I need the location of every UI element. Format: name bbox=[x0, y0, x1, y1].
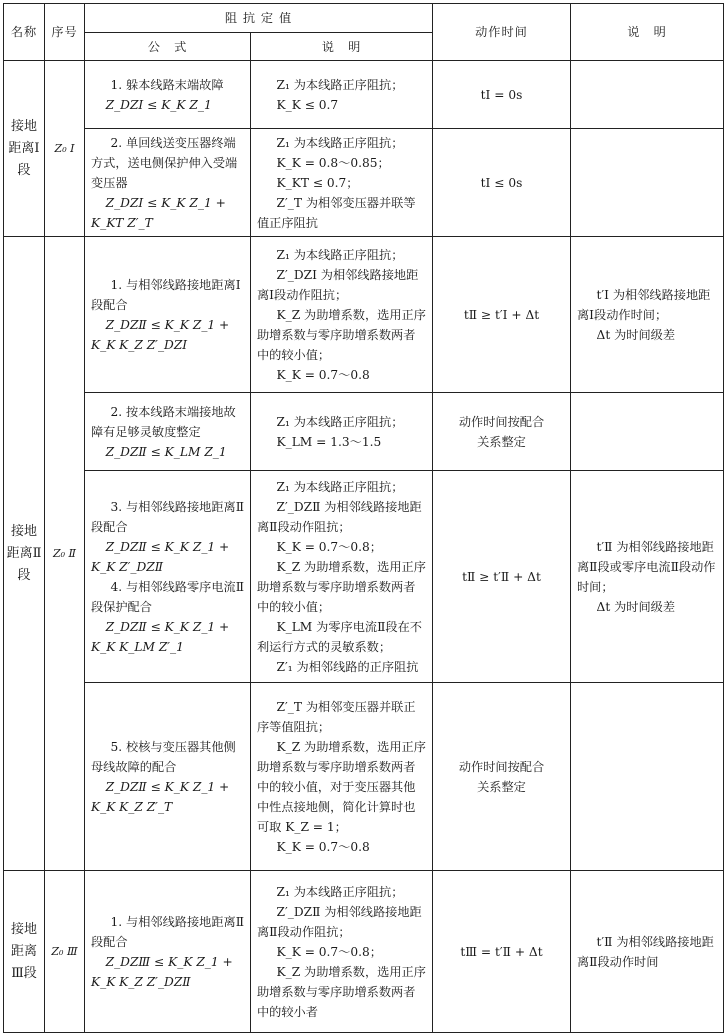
zone3-name: 接地距离Ⅲ段 bbox=[4, 871, 45, 1033]
zone1-name: 接地距离Ⅰ段 bbox=[4, 61, 45, 237]
formula-equation: Z_DZⅡ ≤ K_K Z_1 + K_K K_Z Z′_DZⅠ bbox=[91, 317, 230, 352]
formula-cell bbox=[85, 393, 251, 471]
header-name: 名称 bbox=[4, 4, 45, 61]
formula-cell bbox=[85, 683, 251, 871]
note-cell bbox=[571, 237, 724, 393]
formula-cell bbox=[85, 61, 251, 129]
explain-line: K_K = 0.7～0.8 bbox=[276, 839, 370, 854]
explain-line: Z′_T 为相邻变压器并联正序等值阻抗； bbox=[257, 699, 416, 734]
formula-text: 1. 与相邻线路接地距离Ⅰ段配合 bbox=[91, 277, 241, 312]
zone1-seq: Z₀ Ⅰ bbox=[45, 61, 85, 237]
time-cell: tⅢ = t′Ⅱ + Δt bbox=[433, 871, 571, 1033]
explain-line: Z₁ 为本线路正序阻抗； bbox=[276, 884, 404, 899]
note-line: Δt 为时间级差 bbox=[596, 599, 676, 614]
explain-line: Z₁ 为本线路正序阻抗； bbox=[276, 135, 404, 150]
formula-cell bbox=[85, 471, 251, 683]
note-line: Δt 为时间级差 bbox=[596, 327, 676, 342]
explain-line: Z₁ 为本线路正序阻抗； bbox=[276, 247, 404, 262]
table-row bbox=[4, 237, 724, 393]
explain-line: K_LM 为零序电流Ⅱ段在不利运行方式的灵敏系数； bbox=[257, 619, 422, 654]
header-row bbox=[4, 4, 724, 33]
formula-equation: Z_DZⅢ ≤ K_K Z_1 + K_K K_Z Z′_DZⅡ bbox=[91, 954, 233, 989]
explain-line: Z′_DZⅡ 为相邻线路接地距离Ⅱ段动作阻抗； bbox=[257, 904, 422, 939]
header-seq: 序号 bbox=[45, 4, 85, 61]
zone3-seq: Z₀ Ⅲ bbox=[45, 871, 85, 1033]
formula-equation: Z_DZⅡ ≤ K_K Z_1 + K_K K_Z Z′_T bbox=[91, 779, 230, 814]
table-row bbox=[4, 683, 724, 871]
explain-line: K_K = 0.7～0.8； bbox=[276, 539, 382, 554]
explain-line: K_K = 0.7～0.8； bbox=[276, 944, 382, 959]
formula-text: 5. 校核与变压器其他侧母线故障的配合 bbox=[91, 739, 236, 774]
explain-line: Z₁ 为本线路正序阻抗； bbox=[276, 479, 404, 494]
table-row bbox=[4, 61, 724, 129]
time-cell: tⅠ = 0s bbox=[433, 61, 571, 129]
formula-cell bbox=[85, 871, 251, 1033]
note-cell bbox=[571, 871, 724, 1033]
explain-cell bbox=[251, 237, 433, 393]
table-row bbox=[4, 393, 724, 471]
formula-text: 2. 单回线送变压器终端方式，送电侧保护伸入受端变压器 bbox=[91, 135, 238, 190]
note-line: t′Ⅰ 为相邻线路接地距离Ⅰ段动作时间； bbox=[577, 287, 711, 322]
header-note: 说 明 bbox=[571, 4, 724, 61]
time-cell: tⅠ ≤ 0s bbox=[433, 129, 571, 237]
note-line: t′Ⅱ 为相邻线路接地距离Ⅱ段或零序电流Ⅱ段动作时间； bbox=[577, 539, 716, 594]
formula-text: 1. 躲本线路末端故障 bbox=[110, 77, 224, 92]
formula-equation: Z_DZⅡ ≤ K_K Z_1 + K_K K_LM Z′_1 bbox=[91, 619, 230, 654]
time-cell: 动作时间按配合关系整定 bbox=[433, 393, 571, 471]
formula-equation: Z_DZⅠ ≤ K_K Z_1 + K_KT Z′_T bbox=[91, 195, 226, 230]
explain-cell bbox=[251, 393, 433, 471]
formula-text: 3. 与相邻线路接地距离Ⅱ段配合 bbox=[91, 499, 244, 534]
note-cell bbox=[571, 683, 724, 871]
explain-line: K_K = 0.8～0.85； bbox=[276, 155, 390, 170]
explain-line: K_Z 为助增系数，选用正序助增系数与零序助增系数两者中的较小者 bbox=[257, 964, 426, 1019]
zone2-seq: Z₀ Ⅱ bbox=[45, 237, 85, 871]
header-formula: 公 式 bbox=[85, 33, 251, 61]
table-row bbox=[4, 871, 724, 1033]
explain-line: Z′_DZⅠ 为相邻线路接地距离Ⅰ段动作阻抗； bbox=[257, 267, 419, 302]
formula-cell bbox=[85, 129, 251, 237]
note-cell bbox=[571, 393, 724, 471]
explain-line: K_Z 为助增系数，选用正序助增系数与零序助增系数两者中的较小值； bbox=[257, 307, 426, 362]
explain-line: K_KT ≤ 0.7； bbox=[276, 175, 359, 190]
zone2-name: 接地距离Ⅱ段 bbox=[4, 237, 45, 871]
formula-cell bbox=[85, 237, 251, 393]
time-cell: 动作时间按配合关系整定 bbox=[433, 683, 571, 871]
explain-line: K_LM = 1.3～1.5 bbox=[276, 434, 382, 449]
header-explain: 说 明 bbox=[251, 33, 433, 61]
note-cell bbox=[571, 61, 724, 129]
note-line: t′Ⅱ 为相邻线路接地距离Ⅱ段动作时间 bbox=[577, 934, 714, 969]
note-cell bbox=[571, 129, 724, 237]
note-cell bbox=[571, 471, 724, 683]
explain-line: K_K ≤ 0.7 bbox=[276, 97, 339, 112]
formula-text: 2. 按本线路末端接地故障有足够灵敏度整定 bbox=[91, 404, 236, 439]
explain-line: K_Z 为助增系数，选用正序助增系数与零序助增系数两者中的较小值，对于变压器其他中性点接地侧，简化计算时也可取 K_Z = 1； bbox=[257, 739, 426, 834]
table-row bbox=[4, 129, 724, 237]
explain-line: Z′₁ 为相邻线路的正序阻抗 bbox=[276, 659, 419, 674]
formula-text: 1. 与相邻线路接地距离Ⅱ段配合 bbox=[91, 914, 244, 949]
time-cell: tⅡ ≥ t′Ⅰ + Δt bbox=[433, 237, 571, 393]
explain-line: Z′_DZⅡ 为相邻线路接地距离Ⅱ段动作阻抗； bbox=[257, 499, 422, 534]
formula-equation: Z_DZⅡ ≤ K_K Z_1 + K_K Z′_DZⅡ bbox=[91, 539, 230, 574]
explain-line: K_Z 为助增系数，选用正序助增系数与零序助增系数两者中的较小值； bbox=[257, 559, 426, 614]
setting-table bbox=[3, 3, 724, 1033]
explain-line: Z₁ 为本线路正序阻抗； bbox=[276, 77, 404, 92]
header-impedance: 阻 抗 定 值 bbox=[85, 4, 433, 33]
explain-cell bbox=[251, 129, 433, 237]
explain-line: Z′_T 为相邻变压器并联等值正序阻抗 bbox=[257, 195, 416, 230]
explain-line: Z₁ 为本线路正序阻抗； bbox=[276, 414, 404, 429]
formula-equation: Z_DZⅡ ≤ K_LM Z_1 bbox=[105, 444, 227, 459]
explain-cell bbox=[251, 871, 433, 1033]
header-time: 动作时间 bbox=[433, 4, 571, 61]
table-row bbox=[4, 471, 724, 683]
explain-cell bbox=[251, 471, 433, 683]
explain-cell bbox=[251, 683, 433, 871]
formula-text: 4. 与相邻线路零序电流Ⅱ段保护配合 bbox=[91, 579, 244, 614]
explain-cell bbox=[251, 61, 433, 129]
formula-equation: Z_DZⅠ ≤ K_K Z_1 bbox=[105, 97, 212, 112]
explain-line: K_K = 0.7～0.8 bbox=[276, 367, 370, 382]
time-cell: tⅡ ≥ t′Ⅱ + Δt bbox=[433, 471, 571, 683]
